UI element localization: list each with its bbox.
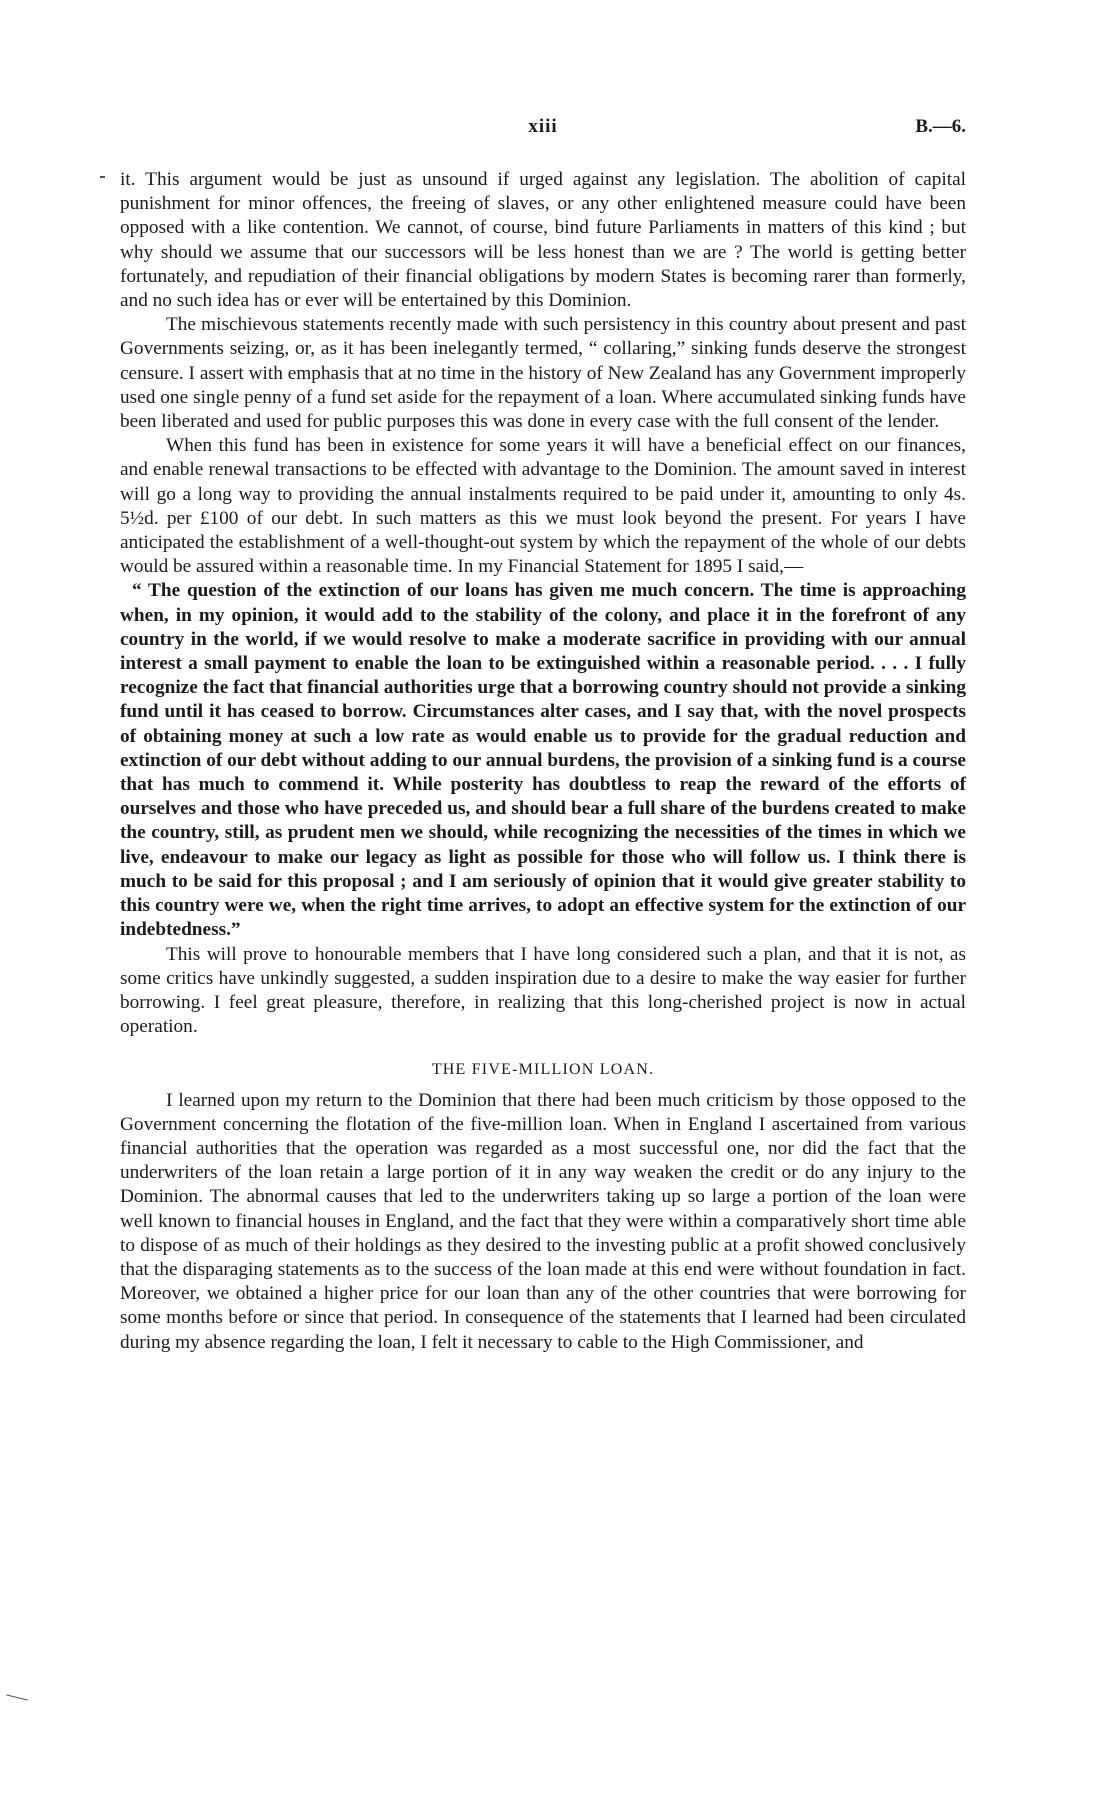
paragraph: The mischievous statements recently made with such persistency in this country about present and past Governments seizing, or, as it has been inelegantly termed, “ collaring,” sinking funds deserve the strongest censure. I assert with emphasis that at no time in the history of New Zealand has any Government improperly used one single penny of a fund set aside for the repayment of a loan. Where accumulated sinking funds have been liberated and used for public purposes this was done in every case with the full consent of the lender. (120, 314, 966, 433)
page-number: xiii (528, 116, 558, 137)
paragraph: This will prove to honourable members that I have long considered such a plan, and that it is not, as some critics have unkindly suggested, a sudden inspiration due to a desire to make the way easier for further borrowing. I feel great pleasure, therefore, in realizing that this long-cherished project is now in actual operation. (120, 943, 966, 1038)
margin-mark (6, 1694, 28, 1700)
paragraph: When this fund has been in existence for some years it will have a beneficial effect on our finances, and enable renewal transactions to be effected with advantage to the Dominion. The amount saved in interest will go a long way to providing the annual instalments required to be paid under it, amounting to only 4s. 5½d. per £100 of our debt. In such matters as this we must look beyond the present. For years I have anticipated the establishment of a well-thought-out system by which the repayment of the whole of our debts would be assured within a reasonable time. In my Financial Statement for 1895 I said,— (120, 435, 966, 578)
paragraph: I learned upon my return to the Dominion that there had been much criticism by those opposed to the Government concerning the flotation of the five-million loan. When in England I ascertained from various financial authorities that the operation was regarded as a most successful one, nor did the fact that the underwriters of the loan retain a large portion of it in any way weaken the credit or do any injury to the Dominion. The abnormal causes that led to the underwriters taking up so large a portion of the loan were well known to financial houses in England, and the fact that they were within a comparatively short time able to dispose of as much of their holdings as they desired to the investing public at a profit showed conclusively that the disparaging statements as to the success of the loan made at this end were without foundation in fact. Moreover, we obtained a higher price for our loan than any of the other countries that were borrowing for some months before or since that period. In consequence of the statements that I learned had been circulated during my absence regarding the loan, I felt it necessary to cable to the High Commissioner, and (120, 1089, 966, 1353)
section-heading: THE FIVE-MILLION LOAN. (431, 1061, 655, 1079)
body-text (120, 168, 966, 1355)
margin-mark (100, 176, 105, 178)
paragraph: it. This argument would be just as unsound if urged against any legislation. The abolition of capital punishment for minor offences, the freeing of slaves, or any other enlightened measure could have been opposed with a like contention. We cannot, of course, bind future Parliaments in matters of this kind ; but why should we assume that our successors will be less honest than we are ? The world is getting better fortunately, and repudiation of their financial obligations by modern States is becoming rarer than formerly, and no such idea has or ever will be entertained by this Dominion. (120, 169, 966, 312)
quoted-passage: “ The question of the extinction of our loans has given me much concern. The time is approaching when, in my opinion, it would add to the stability of the colony, and place it in the forefront of any country in the world, if we would resolve to make a moderate sacrifice in providing with our annual interest a small payment to enable the loan to be extinguished within a reasonable period. . . . I fully recognize the fact that financial authorities urge that a borrowing country should not provide a sinking fund until it has ceased to borrow. Circumstances alter cases, and I say that, with the novel prospects of obtaining money at such a low rate as would enable us to provide for the gradual reduction and extinction of our debt without adding to our annual burdens, the provision of a sinking fund is a course that has much to commend it. While posterity has doubtless to reap the reward of the efforts of ourselves and those who have preceded us, and should bear a full share of the burdens created to make the country, still, as prudent men we should, while recognizing the necessities of the times in which we live, endeavour to make our legacy as light as possible for those who will follow us. I think there is much to be said for this proposal ; and I am seriously of opinion that it would give greater stability to this country were we, when the right time arrives, to adopt an effective system for the extinction of our indebtedness.” (120, 580, 966, 941)
page-header (120, 116, 966, 146)
document-code: B.—6. (915, 116, 966, 137)
